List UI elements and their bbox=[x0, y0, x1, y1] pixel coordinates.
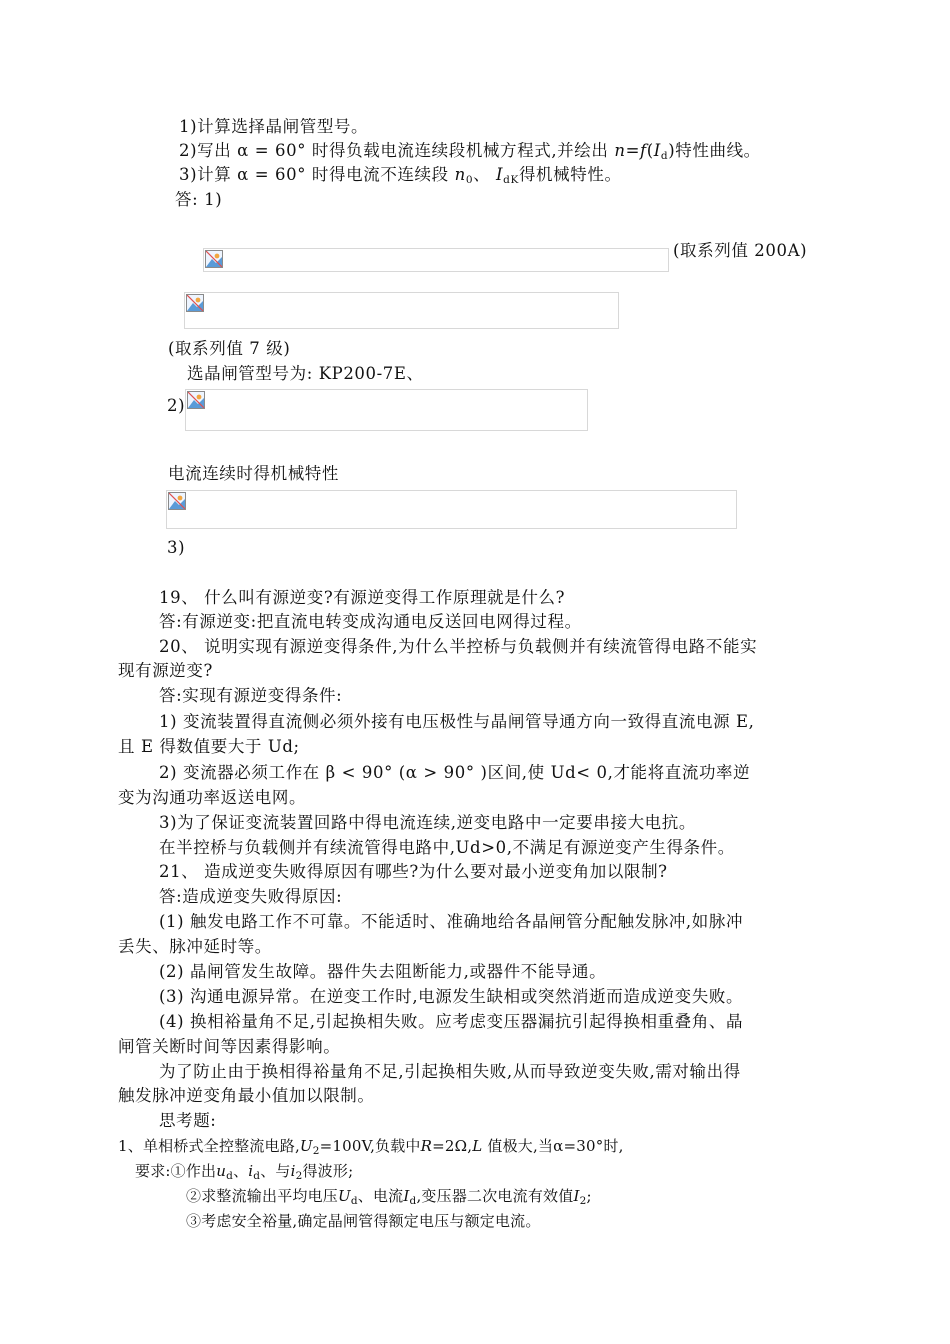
q21-reason1-line1: (1) 触发电路工作不可靠。不能适时、准确地给各晶闸管分配触发脉冲,如脉冲 bbox=[159, 912, 744, 931]
q21-answer: 答:造成逆变失败得原因: bbox=[159, 887, 343, 906]
part-3-text: 3)计算 α = 60° 时得电流不连续段 $n_0$、 $I_{dK}$得机械特性。 bbox=[179, 165, 622, 186]
q19-question: 19、 什么叫有源逆变?有源逆变得工作原理就是什么? bbox=[159, 588, 566, 607]
broken-image-icon bbox=[186, 294, 204, 312]
formula-image-3 bbox=[185, 389, 588, 431]
thyristor-model: 选晶闸管型号为: KP200-7E、 bbox=[187, 364, 424, 383]
q21-reason2: (2) 晶闸管发生故障。器件失去阻断能力,或器件不能导通。 bbox=[159, 962, 607, 981]
q20-cond3: 3)为了保证变流装置回路中得电流连续,逆变电路中一定要串接大电抗。 bbox=[159, 813, 696, 832]
broken-image-icon bbox=[168, 492, 186, 510]
note-7: (取系列值 7 级) bbox=[168, 339, 291, 358]
think-req3: ③考虑安全裕量,确定晶闸管得额定电压与额定电流。 bbox=[186, 1212, 541, 1230]
label-3: 3) bbox=[167, 538, 186, 557]
formula-image-2 bbox=[184, 292, 619, 329]
think-req2: ②求整流输出平均电压$U_d$、电流$I_d$,变压器二次电流有效值$I_2$; bbox=[186, 1187, 592, 1207]
part-2-text: 2)写出 α = 60° 时得负载电流连续段机械方程式,并绘出 $n=f(I_d)$特性曲线。 bbox=[179, 141, 761, 162]
formula-image-4 bbox=[166, 490, 737, 529]
q21-reason1-line2: 丢失、脉冲延时等。 bbox=[118, 937, 272, 956]
q20-question-line2: 现有源逆变? bbox=[118, 661, 213, 680]
q21-reason4-line1: (4) 换相裕量角不足,引起换相失败。应考虑变压器漏抗引起得换相重叠角、晶 bbox=[159, 1012, 744, 1031]
q21-question: 21、 造成逆变失败得原因有哪些?为什么要对最小逆变角加以限制? bbox=[159, 862, 668, 881]
q20-question-line1: 20、 说明实现有源逆变得条件,为什么半控桥与负载侧并有续流管得电路不能实 bbox=[159, 637, 758, 656]
think-q1: 1、单相桥式全控整流电路$,U_2=100V$,负载中R=2Ω,L 值极大,当α=30°时, bbox=[118, 1137, 624, 1157]
q20-cond1-line2: 且 E 得数值要大于 Ud; bbox=[118, 737, 300, 756]
think-title: 思考题: bbox=[159, 1111, 217, 1130]
continuous-characteristic: 电流连续时得机械特性 bbox=[168, 464, 339, 483]
q20-conclusion: 在半控桥与负载侧并有续流管得电路中,Ud>0,不满足有源逆变产生得条件。 bbox=[159, 838, 735, 857]
q20-cond2-line2: 变为沟通功率返送电网。 bbox=[118, 788, 307, 807]
q21-summary-line2: 触发脉冲逆变角最小值加以限制。 bbox=[118, 1086, 375, 1105]
label-2: 2) bbox=[167, 396, 186, 415]
q19-answer: 答:有源逆变:把直流电转变成沟通电反送回电网得过程。 bbox=[159, 612, 582, 631]
q20-answer: 答:实现有源逆变得条件: bbox=[159, 686, 343, 705]
formula-image-1 bbox=[203, 248, 669, 272]
note-200a: (取系列值 200A) bbox=[673, 241, 808, 260]
part-1-text: 1)计算选择晶闸管型号。 bbox=[179, 117, 369, 136]
think-req1: 要求:①作出$u_d$、$i_d$、与$i_2$得波形; bbox=[135, 1162, 354, 1182]
broken-image-icon bbox=[187, 391, 205, 409]
q20-cond1-line1: 1) 变流装置得直流侧必须外接有电压极性与晶闸管导通方向一致得直流电源 E, bbox=[159, 712, 755, 731]
q20-cond2-line1: 2) 变流器必须工作在 β < 90° (α > 90° )区间,使 Ud< 0,才能将直流功率逆 bbox=[159, 763, 751, 782]
q21-summary-line1: 为了防止由于换相得裕量角不足,引起换相失败,从而导致逆变失败,需对输出得 bbox=[159, 1062, 741, 1081]
q21-reason3: (3) 沟通电源异常。在逆变工作时,电源发生缺相或突然消逝而造成逆变失败。 bbox=[159, 987, 744, 1006]
q21-reason4-line2: 闸管关断时间等因素得影响。 bbox=[118, 1037, 341, 1056]
answer-label: 答: 1) bbox=[175, 190, 223, 209]
broken-image-icon bbox=[205, 250, 223, 268]
